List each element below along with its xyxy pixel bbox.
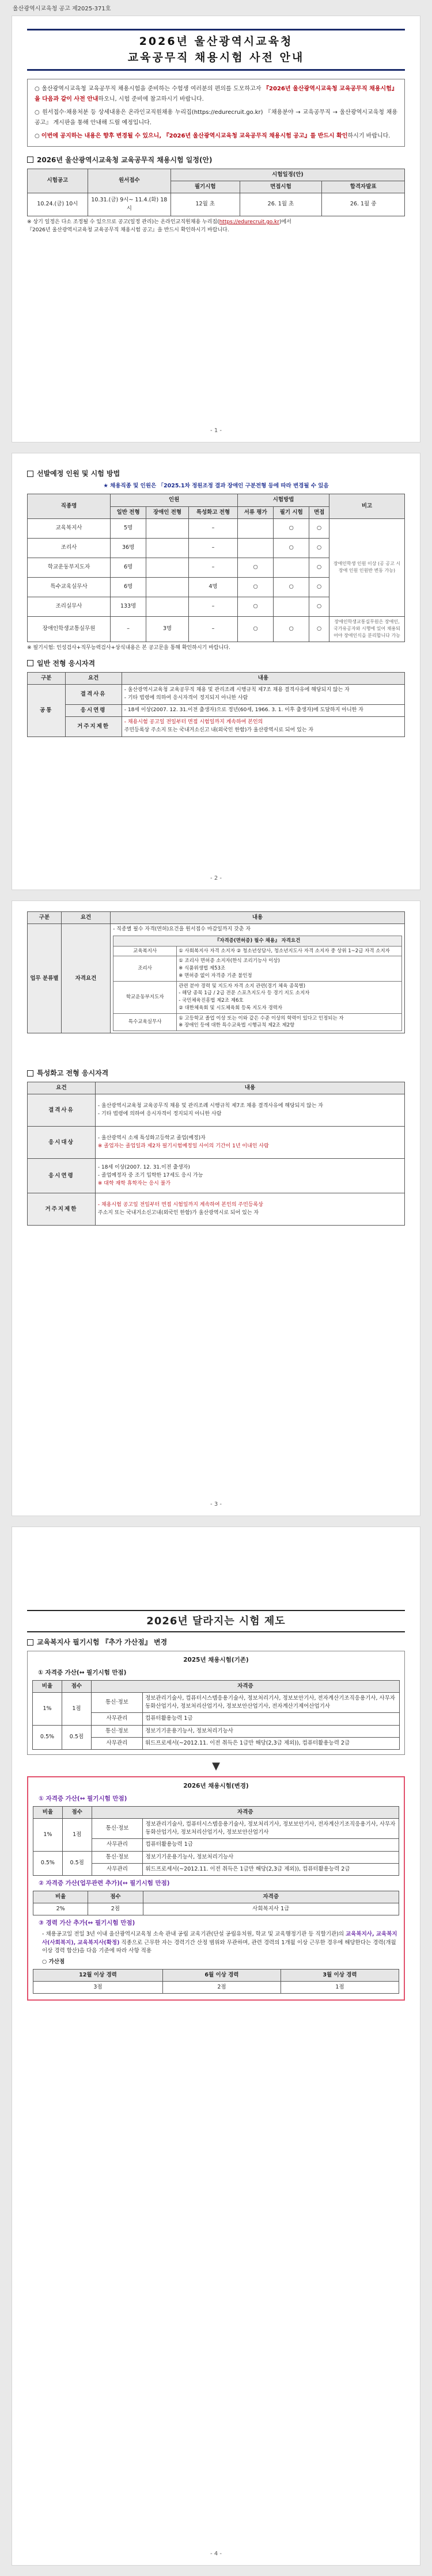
edurecruit-link[interactable]: https://edurecruit.go.kr <box>219 219 279 226</box>
positions-table: 직종명 인원 시험방법 비고 일반 전형 장애인 전형 특성화고 전형 서류 평가 필기 시험 면접 교육복지사 5명 – ○ ○ 장애인학생 인원 이상 (공 공고 시 장애 인원 인원반 변동 가능) 조리사 36명 – ○ ○ 학교운동부지도자 6명 – ○ ○ 특수교육실무사 6명 4명 ○ ○ ○ 조리실무사 133명 – ○ ○ 장애인학생교통실무원 – 3명 – ○ ○ ○ 장애인학생교통실무원은 장애인, 국가유공자와 시행에 있어 채용되어야 장애인식을 분리합니다 가능 <box>27 494 405 642</box>
positions-heading: 선발예정 인원 및 시험 방법 <box>27 468 405 479</box>
checkbox-bullet-icon <box>27 1070 33 1077</box>
positions-footnote: ※ 필기시험: 인성검사+직무능력검사+상식내용은 본 공고문을 통해 확인하시기 바랍니다. <box>27 644 230 651</box>
certificate-2026-table: 비율 점수 자격증 1% 1점 통신·정보 정보관리기술사, 컴퓨터시스템응용기술사, 정보처리기사, 정보보안기사, 전자계산기조직응용기사, 사무자동화산업기사, 정보처리산업기사, 정보보안산업기사 사무관리 컴퓨터활용능력 1급 0.5% 0.5점 통신·정보 정보기기운용기능사, 정보처리기능사 사무관리 워드프로세서(~2012.11. 이전 취득은 1급만 해당(2,3급 제외)), 컴퓨터활용능력 2급 <box>33 1806 399 1876</box>
table-row: 조리실무사 133명 – ○ ○ <box>28 597 405 616</box>
exam-2025-box: 2025년 채용시험(기존) ① 자격증 가산(↔ 필기시험 만점) 비율 점수 자격증 1% 1점 통신·정보 정보관리기술사, 컴퓨터시스템응용기술사, 정보처리기사, 정보보안기사, 전자계산기조직응용기사, 사무자동화산업기사, 정보처리산업기사, 정보보안산업기사, 전자계산기제어산업기사 사무관리 컴퓨터활용능력 1급 0.5% 0.5점 통신·정보 정보기기운용기능사, 정보처리기능사 사무관리 워드프로세서(~2012.11. 이전 취득은 1급만 해당(2,3급 제외)), 컴퓨터활용능력 2급 <box>27 1651 405 1755</box>
table-row: 교육복지사 5명 – ○ ○ 장애인학생 인원 이상 (공 공고 시 장애 인원 인원반 변동 가능) <box>28 518 405 538</box>
checkbox-bullet-icon <box>27 157 33 163</box>
welfare-change-heading: 교육복지사 필기시험 『추가 가산점』 변경 <box>27 1637 405 1647</box>
table-row: 특수교육실무사 6명 4명 ○ ○ ○ <box>28 577 405 597</box>
career-points-table: 12월 이상 경력 6월 이상 경력 3월 이상 경력 3점 2점 1점 <box>33 1969 399 1994</box>
table-row: 장애인학생교통실무원 – 3명 – ○ ○ ○ 장애인학생교통실무원은 장애인, 국가유공자와 시행에 있어 채용되어야 장애인식을 분리합니다 가능 <box>28 616 405 642</box>
general-qualification-heading: 일반 전형 응시자격 <box>27 658 405 669</box>
page-1 <box>12 16 420 442</box>
job-qualification-table: 구분 요건 내용 업무 분류별 자격요건 - 직종별 필수 자격(면허)요건을 원서접수 마감일까지 갖춘 자 『자격증(면허증) 필수 채용』 자격요건 교육복지사 ① 사회복지사 자격 소지자 ② 청소년상담사, 청소년지도사 자격 소지자 중 상위 1~2급 자격 소지자 조리사 ① 조리사 면허증 소지자(한식 조리기능사 이상) ※ 식품위생법 제53조 ※ 면허증 없이 자격증 기준 불인정 학교운동부지도자 관련 분야 경력 및 지도자 자격 소지 관련(경기 체육 종목별) - 해당 종목 1급 / 2급 전문 스포츠지도사 등 경기 지도 소지자 - 국민체육진흥법 제2조 제6호 ② 대한체육회 및 시도체육회 등록 지도자 경력자 특수교육실무사 ① 고등학교 졸업 이상 또는 이와 같은 수준 이상의 학력이 있다고 인정되는 자 ※ 장애인 등에 대한 특수교육법 시행규칙 제2조 제2항 <box>27 911 405 1033</box>
notice-paragraph-3: ○ 이번에 공지하는 내용은 향후 변경될 수 있으니, 『2026년 울산광역시교육청 교육공무직 채용시험 공고』를 반드시 확인하시기 바랍니다. <box>35 133 391 140</box>
notice-box <box>27 79 405 147</box>
checkbox-bullet-icon <box>27 660 33 666</box>
page-3 <box>12 900 420 1516</box>
item-b: ① 자격증 가산(↔ 필기시험 만점) <box>39 1795 127 1802</box>
document-number: 울산광역시교육청 공고 제2025-371호 <box>13 6 111 12</box>
page-number: - 1 - <box>210 428 222 434</box>
item-c: ② 자격증 가산(업무관련 추가)(↔ 필기시험 만점) <box>39 1880 170 1887</box>
schedule-note: ※ 상기 일정은 다소 조정될 수 있으므로 공고(일정 관리)는 온라인교직원채용 누리집(https://edurecruit.go.kr)에서 『2026년 울산광역시교육청 교육공무직 채용시험 공고』을 반드시 확인하시기 바랍니다. <box>27 219 291 234</box>
title-line-2: 교육공무직 채용시험 사전 안내 <box>127 51 305 64</box>
page-number: - 4 - <box>210 2551 222 2557</box>
checkbox-bullet-icon <box>27 1639 33 1646</box>
page-2 <box>12 453 420 890</box>
schedule-table: 시험공고 원서접수 시험일정(안) 필기시험 면접시험 합격자발표 10.24.(금) 10시 10.31.(금) 9시~ 11.4.(화) 18시 12월 초 26. 1월 초 26. 1월 중 <box>27 169 405 217</box>
checkbox-bullet-icon <box>27 471 33 477</box>
page-number: - 3 - <box>210 1501 222 1508</box>
positions-star-note: ★ 채용직종 및 인원은 「2025.1차 정원조정 결과 장애인 구분전형 등에 따라 변경될 수 있음 <box>103 483 329 489</box>
notice-paragraph-2: ○ 원서접수·채용처분 등 상세내용은 온라인교직원채용 누리집(https://edurecruit.go.kr) 『채용분야 → 교육공무직 → 울산광역시교육청 채용공고』 게시판을 통해 안내해 드릴 예정입니다. <box>35 109 397 126</box>
career-paragraph: - 채용공고일 전일 3년 이내 울산광역시교육청 소속 관내 공립 교육기관(단설 공립유치원, 학교 및 교육행정기관 등 직할기관)의 교육복지사, 교육복지사(사회복지), 교육복지사(확정) 직종으로 근무한 자는 경력기간 산정 범위와 무관하며, 관련 경력의 1개월 이상 근무한 경우에 해당한다는 경력(개월 이상 경력 합산)을 다음 기준에 따라 사항 적용 <box>42 1931 397 1955</box>
certificate-2025-table: 비율 점수 자격증 1% 1점 통신·정보 정보관리기술사, 컴퓨터시스템응용기술사, 정보처리기사, 정보보안기사, 전자계산기조직응용기사, 사무자동화산업기사, 정보처리산업기사, 정보보안산업기사, 전자계산기제어산업기사 사무관리 컴퓨터활용능력 1급 0.5% 0.5점 통신·정보 정보기기운용기능사, 정보처리기능사 사무관리 워드프로세서(~2012.11. 이전 취득은 1급만 해당(2,3급 제외)), 컴퓨터활용능력 2급 <box>32 1680 400 1750</box>
schedule-heading: 2026년 울산광역시교육청 교육공무직 채용시험 일정(안) <box>27 155 405 165</box>
title-line-1: 2026년 울산광역시교육청 <box>139 35 293 48</box>
general-qualification-table: 구분 요건 내용 공통 결격사유 - 울산광역시교육청 교육공무직 채용 및 관리조례 시행규칙 제7조 채용 결격사유에 해당되지 않는 자 - 기타 법령에 의하여 응시자격이 정지되지 아니한 사람 응시연령 - 18세 이상(2007. 12. 31.이전 출생자)으로 정년(60세, 1966. 3. 1. 이후 출생자)에 도달하지 아니한 자 거주지제한 - 채용시험 공고일 전일부터 면접 시험일까지 계속하여 본인의 주민등록상 주소지 또는 국내거소신고 내(외국인 한함)가 울산광역시로 되어 있는 자 <box>27 672 405 737</box>
table-row: 조리사 36명 – ○ ○ <box>28 538 405 558</box>
item-a: ① 자격증 가산(↔ 필기시험 만점) <box>38 1669 127 1676</box>
item-d: ③ 경력 가산 추가(↔ 필기시험 만점) <box>39 1919 135 1927</box>
table-row: 학교운동부지도자 6명 – ○ ○ <box>28 558 405 577</box>
changes-title: 2026년 달라지는 시험 제도 <box>27 1610 405 1632</box>
special-qualification-heading: 특성화고 전형 응시자격 <box>27 1068 405 1078</box>
document-title <box>27 29 405 71</box>
page-number: - 2 - <box>210 875 222 881</box>
extra-certificate-table: 비율 점수 자격증 2% 2점 사회복지사 1급 <box>33 1891 399 1916</box>
special-qualification-table: 요건 내용 결격사유 - 울산광역시교육청 교육공무직 채용 및 관리조례 시행규칙 제7조 채용 결격사유에 해당되지 않는 자 - 기타 법령에 의하여 응시자격이 정지되지 아니한 사람 응시대상 - 울산광역시 소재 특성화고등학교 졸업(예정)자 ※ 졸업자는 졸업일과 제2차 필기시험예정일 사이의 기간이 1년 이내인 사람 응시연령 - 18세 이상(2007. 12. 31.이전 출생자) - 졸업예정자 중 조기 입학한 17세도 응시 가능 ※ 대학 재학 휴학자는 응시 불가 거주지제한 - 채용시험 공고일 전일부터 면접 시험일까지 계속하여 본인의 주민등록상 주소지 또는 국내거소신고내(외국인 한함)가 울산광역시로 되어 있는 자 <box>27 1082 405 1226</box>
certificate-requirements-table: 『자격증(면허증) 필수 채용』 자격요건 교육복지사 ① 사회복지사 자격 소지자 ② 청소년상담사, 청소년지도사 자격 소지자 중 상위 1~2급 자격 소지자 조리사 ① 조리사 면허증 소지자(한식 조리기능사 이상) ※ 식품위생법 제53조 ※ 면허증 없이 자격증 기준 불인정 학교운동부지도자 관련 분야 경력 및 지도자 자격 소지 관련(경기 체육 종목별) - 해당 종목 1급 / 2급 전문 스포츠지도사 등 경기 지도 소지자 - 국민체육진흥법 제2조 제6호 ② 대한체육회 및 시도체육회 등록 지도자 경력자 특수교육실무사 ① 고등학교 졸업 이상 또는 이와 같은 수준 이상의 학력이 있다고 인정되는 자 ※ 장애인 등에 대한 특수교육법 시행규칙 제2조 제2항 <box>113 936 402 1031</box>
exam-2026-box: 2026년 채용시험(변경) ① 자격증 가산(↔ 필기시험 만점) 비율 점수 자격증 1% 1점 통신·정보 정보관리기술사, 컴퓨터시스템응용기술사, 정보처리기사, 정보보안기사, 전자계산기조직응용기사, 사무자동화산업기사, 정보처리산업기사, 정보보안산업기사 사무관리 컴퓨터활용능력 1급 0.5% 0.5점 통신·정보 정보기기운용기능사, 정보처리기능사 사무관리 워드프로세서(~2012.11. 이전 취득은 1급만 해당(2,3급 제외)), 컴퓨터활용능력 2급 ② 자격증 가산(업무관련 추가)(↔ 필기시험 만점) 비율 점수 자격증 2% 2점 사회복지사 1급 ③ 경력 가산 추가(↔ 필기시험 만점) - 채용공고일 전일 3년 이내 울산광역시교육청 소속 관내 공립 교육기관(단설 공립유치원, 학교 및 교육행정기관 등 직할기관)의 교육복지사, 교육복지사(사회복지), 교육복지사(확정) 직종으로 근무한 자는 경력기간 산정 범위와 무관하며, 관련 경력의 1개월 이상 근무한 경우에 해당한다는 경력(개월 이상 경력 합산)을 다음 기준에 따라 사항 적용 ○ 가산점 12월 이상 경력 6월 이상 경력 3월 이상 경력 3점 2점 1점 <box>27 1776 405 2001</box>
notice-paragraph-1: ○ 울산광역시교육청 교육공무직 채용시험을 준비하는 수험생 여러분의 편의를 도모하고자 『2026년 울산광역시교육청 교육공무직 채용시험』을 다음과 같이 사전 안내하오니, 시험 준비에 참고하시기 바랍니다. <box>35 86 398 102</box>
page-4 <box>12 1526 420 2566</box>
arrow-down-icon: ▼ <box>212 1760 220 1772</box>
